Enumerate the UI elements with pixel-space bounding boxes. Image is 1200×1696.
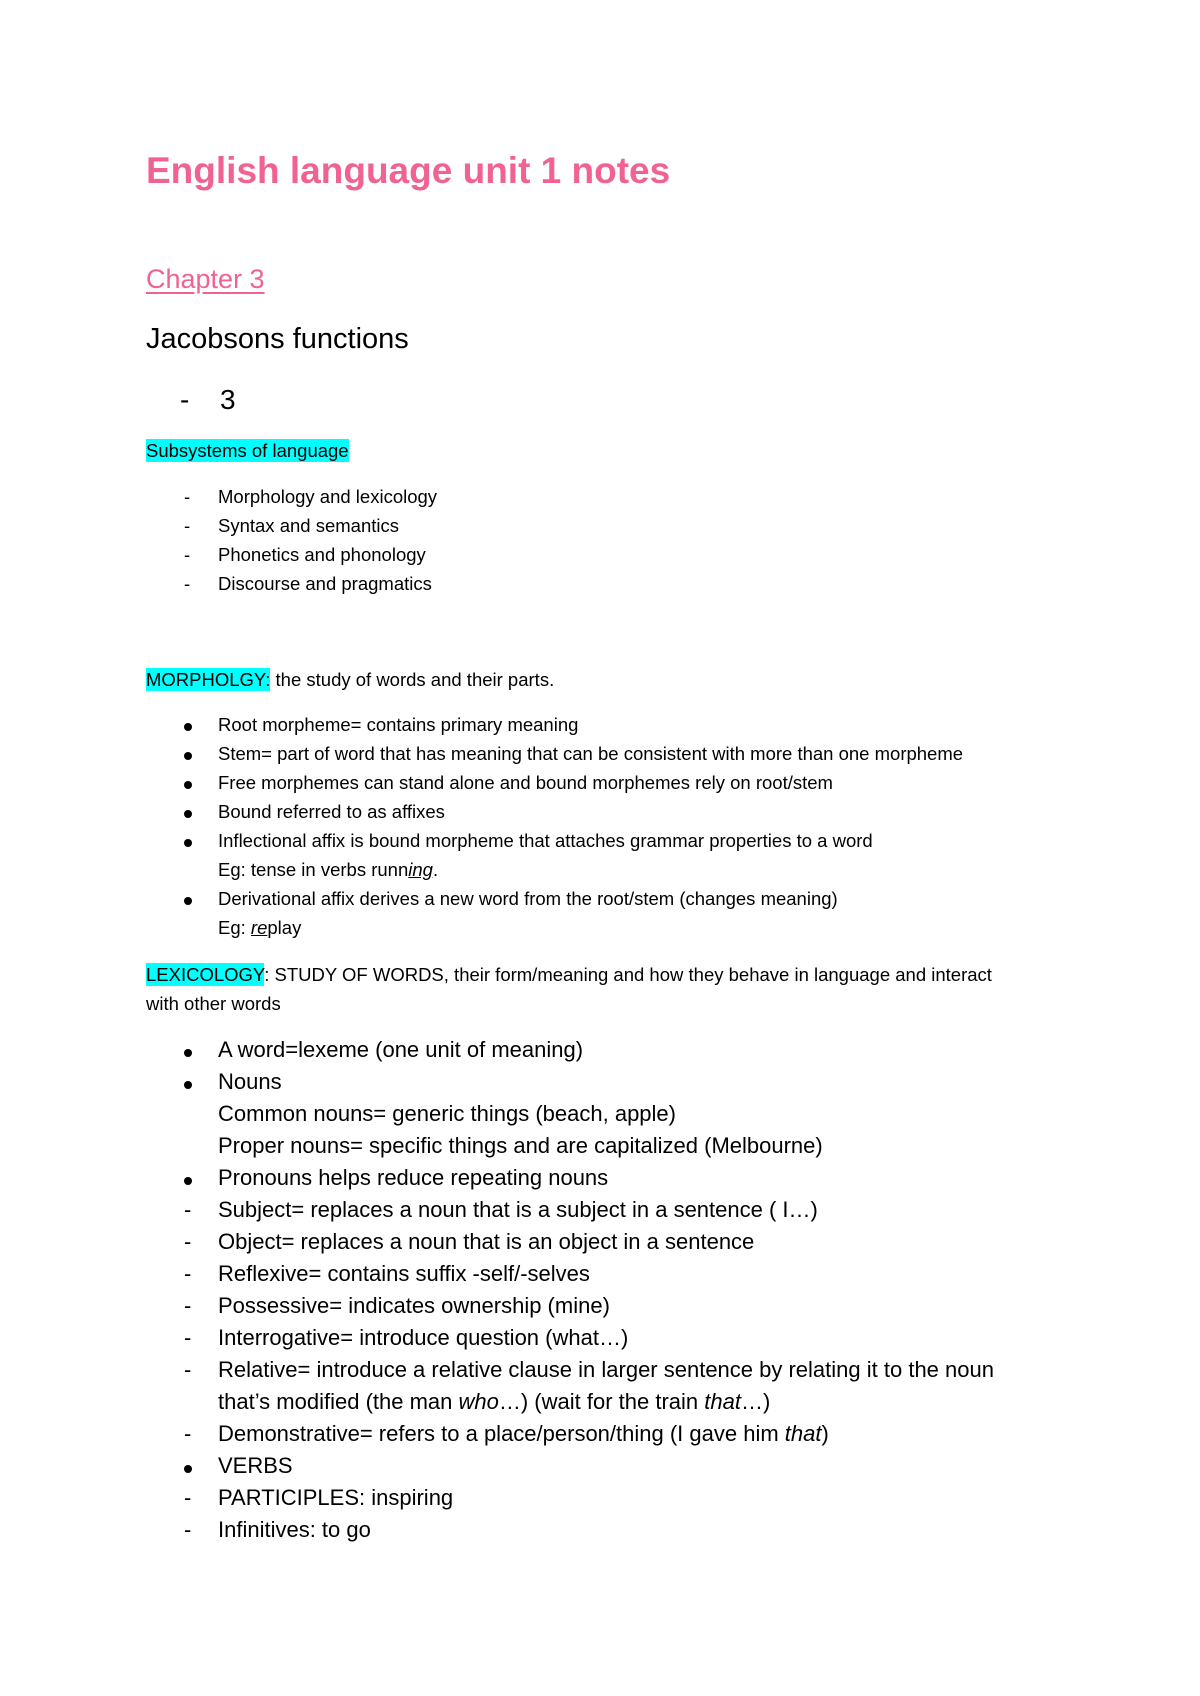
bullet-dot bbox=[184, 797, 208, 826]
list-item bbox=[146, 739, 963, 768]
list-item-text: Possessive= indicates ownership (mine) bbox=[218, 1293, 610, 1318]
list-item bbox=[146, 1482, 994, 1514]
list-item-text: Infinitives: to go bbox=[218, 1517, 371, 1542]
text-run: …) (wait for the train bbox=[498, 1389, 705, 1414]
list-item-text: Morphology and lexicology bbox=[218, 486, 438, 507]
list-item-text: PARTICIPLES: inspiring bbox=[218, 1485, 454, 1510]
dash-bullet: - bbox=[184, 515, 191, 536]
list-item-text: Stem= part of word that has meaning that can be consistent with more than one morpheme bbox=[218, 743, 964, 764]
list-item-text: Nouns bbox=[218, 1069, 282, 1094]
functions-heading: Jacobsons functions bbox=[146, 323, 409, 355]
text-run: Demonstrative= refers to a place/person/thing (I gave him bbox=[218, 1421, 785, 1446]
list-item-text: Proper nouns= specific things and are capitalized (Melbourne) bbox=[218, 1133, 823, 1158]
text-run: ) bbox=[821, 1421, 829, 1446]
dash-bullet: - bbox=[184, 1357, 192, 1382]
list-item-text: Inflectional affix is bound morpheme that attaches grammar properties to a word bbox=[218, 830, 873, 851]
list-item-text: Phonetics and phonology bbox=[218, 544, 426, 565]
bullet-dot bbox=[184, 768, 208, 797]
morphology-definition bbox=[146, 665, 1066, 694]
example-suffix: play bbox=[267, 917, 302, 938]
functions-list-item bbox=[180, 384, 236, 416]
bullet-dot bbox=[184, 1450, 208, 1482]
list-item-text: Common nouns= generic things (beach, apple) bbox=[218, 1101, 676, 1126]
list-item bbox=[146, 768, 963, 797]
lexicology-label: LEXICOLOGY bbox=[146, 964, 265, 985]
example-text: Eg: tense in verbs runn bbox=[218, 859, 409, 880]
dash-bullet: - bbox=[184, 486, 191, 507]
list-item bbox=[146, 1258, 994, 1290]
dash-bullet: - bbox=[184, 1261, 192, 1286]
list-item-continuation bbox=[146, 913, 963, 942]
list-item-text: A word=lexeme (one unit of meaning) bbox=[218, 1037, 584, 1062]
list-item-continuation bbox=[146, 1130, 994, 1162]
list-item bbox=[146, 1514, 994, 1546]
dash-bullet: - bbox=[184, 1421, 192, 1446]
list-item-text: Reflexive= contains suffix -self/-selves bbox=[218, 1261, 590, 1286]
list-item-text: Bound referred to as affixes bbox=[218, 801, 445, 822]
morphology-definition-text: the study of words and their parts. bbox=[270, 669, 555, 690]
list-item bbox=[146, 511, 437, 540]
list-item bbox=[146, 1354, 994, 1386]
morphology-list bbox=[146, 710, 963, 942]
list-item-text: Syntax and semantics bbox=[218, 515, 399, 536]
list-item-continuation bbox=[146, 1386, 994, 1418]
list-item-text: Subject= replaces a noun that is a subject in a sentence ( I…) bbox=[218, 1197, 818, 1222]
text-emphasis: who bbox=[458, 1389, 499, 1414]
bullet-dot bbox=[184, 739, 208, 768]
bullet-dot bbox=[184, 1034, 208, 1066]
chapter-heading: Chapter 3 bbox=[146, 264, 265, 294]
list-item-text: VERBS bbox=[218, 1453, 293, 1478]
list-item-text: Derivational affix derives a new word from the root/stem (changes meaning) bbox=[218, 888, 838, 909]
list-item-text: Pronouns helps reduce repeating nouns bbox=[218, 1165, 609, 1190]
text-emphasis: that bbox=[784, 1421, 822, 1446]
list-item bbox=[146, 1226, 994, 1258]
lexicology-list bbox=[146, 1034, 994, 1546]
list-item-continuation bbox=[146, 1098, 994, 1130]
bullet-dot bbox=[184, 710, 208, 739]
dash-bullet: - bbox=[184, 1485, 192, 1510]
list-item bbox=[146, 710, 963, 739]
dash-bullet: - bbox=[180, 384, 190, 415]
lexicology-definition-line2: with other words bbox=[146, 993, 281, 1014]
text-run: …) bbox=[740, 1389, 771, 1414]
functions-item-text: 3 bbox=[220, 384, 236, 415]
dash-bullet: - bbox=[184, 1293, 192, 1318]
example-emphasis: ing bbox=[408, 859, 433, 880]
list-item-text: Root morpheme= contains primary meaning bbox=[218, 714, 579, 735]
list-item bbox=[146, 826, 963, 855]
dash-bullet: - bbox=[184, 544, 191, 565]
dash-bullet: - bbox=[184, 1325, 192, 1350]
bullet-dot bbox=[184, 884, 208, 913]
list-item bbox=[146, 1066, 994, 1098]
dash-bullet: - bbox=[184, 573, 191, 594]
text-run: that’s modified (the man bbox=[218, 1389, 459, 1414]
lexicology-definition-line1: : STUDY OF WORDS, their form/meaning and how they behave in language and interact bbox=[264, 964, 992, 985]
list-item bbox=[146, 1034, 994, 1066]
bullet-dot bbox=[184, 826, 208, 855]
subsystems-label: Subsystems of language bbox=[146, 440, 349, 461]
bullet-dot bbox=[184, 1162, 208, 1194]
list-item bbox=[146, 1418, 994, 1450]
list-item bbox=[146, 1322, 994, 1354]
list-item-text: Object= replaces a noun that is an object in a sentence bbox=[218, 1229, 755, 1254]
list-item bbox=[146, 569, 437, 598]
bullet-dot bbox=[184, 1066, 208, 1098]
subsystems-heading-line bbox=[146, 436, 1066, 465]
list-item bbox=[146, 1194, 994, 1226]
list-item-continuation bbox=[146, 855, 963, 884]
morphology-label: MORPHOLGY: bbox=[146, 669, 271, 690]
list-item bbox=[146, 884, 963, 913]
list-item-text: Relative= introduce a relative clause in larger sentence by relating it to the noun bbox=[218, 1357, 994, 1382]
example-text: Eg: bbox=[218, 917, 251, 938]
list-item bbox=[146, 482, 437, 511]
list-item-text: Discourse and pragmatics bbox=[218, 573, 432, 594]
document-title: English language unit 1 notes bbox=[146, 150, 671, 191]
list-item bbox=[146, 797, 963, 826]
list-item bbox=[146, 1450, 994, 1482]
example-emphasis: re bbox=[250, 917, 268, 938]
list-item-text: Free morphemes can stand alone and bound morphemes rely on root/stem bbox=[218, 772, 833, 793]
dash-bullet: - bbox=[184, 1229, 192, 1254]
text-emphasis: that bbox=[704, 1389, 741, 1414]
dash-bullet: - bbox=[184, 1517, 192, 1542]
list-item-text: Interrogative= introduce question (what…) bbox=[218, 1325, 629, 1350]
dash-bullet: - bbox=[184, 1197, 192, 1222]
list-item bbox=[146, 1162, 994, 1194]
subsystems-list bbox=[146, 482, 437, 598]
list-item bbox=[146, 1290, 994, 1322]
example-suffix: . bbox=[432, 859, 439, 880]
list-item bbox=[146, 540, 437, 569]
lexicology-definition bbox=[146, 960, 1066, 1018]
